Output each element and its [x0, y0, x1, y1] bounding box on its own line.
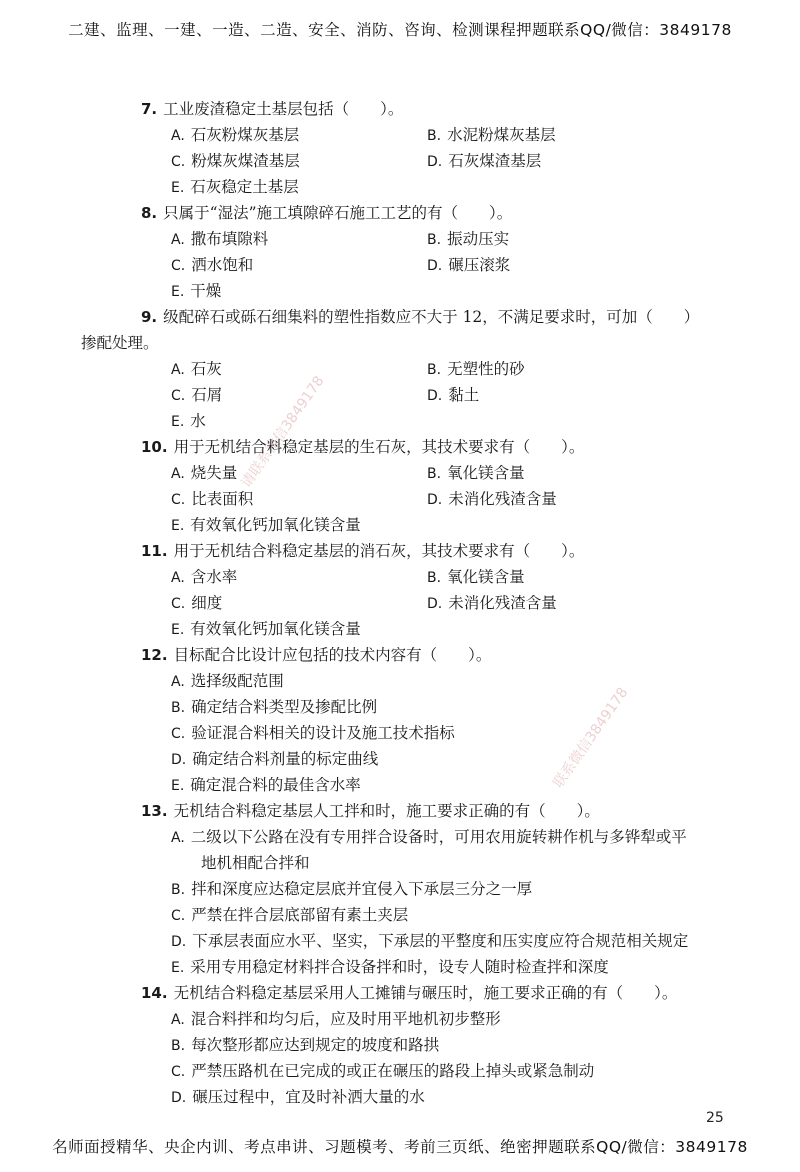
option-e: E. 确定混合料的最佳含水率	[171, 776, 361, 794]
question-number: 12.	[141, 646, 168, 664]
question-stem	[0, 200, 800, 226]
question-stem-continued: 掺配处理。	[81, 334, 159, 352]
watermark: 联系微信3849178	[550, 684, 632, 791]
question-stem	[0, 434, 800, 460]
question-9	[0, 304, 800, 434]
question-number: 13.	[141, 802, 168, 820]
question-text: 目标配合比设计应包括的技术内容有（ ）。	[173, 646, 492, 664]
option-e: E. 干燥	[171, 282, 222, 300]
option-a: A. 石灰	[171, 360, 222, 378]
option-d: D. 未消化残渣含量	[427, 490, 557, 508]
option-c: C. 严禁压路机在已完成的或正在碾压的路段上掉头或紧急制动	[171, 1062, 595, 1080]
option-a-continued: 地机相配合拌和	[201, 854, 310, 872]
question-stem	[0, 642, 800, 668]
option-a: A. 烧失量	[171, 464, 238, 482]
option-d: D. 黏土	[427, 386, 480, 404]
question-number: 7.	[141, 100, 158, 118]
header-banner: 二建、监理、一建、一造、二造、安全、消防、咨询、检测课程押题联系QQ/微信：3849178	[68, 21, 732, 39]
question-number: 14.	[141, 984, 168, 1002]
question-list	[0, 96, 800, 1106]
question-number: 8.	[141, 204, 158, 222]
option-b: B. 氧化镁含量	[427, 464, 525, 482]
option-a: A. 石灰粉煤灰基层	[171, 126, 300, 144]
page-number: 25	[706, 1110, 724, 1126]
option-e: E. 有效氧化钙加氧化镁含量	[171, 620, 361, 638]
question-text: 只属于“湿法”施工填隙碎石施工工艺的有（ ）。	[163, 204, 513, 222]
question-stem	[0, 96, 800, 122]
question-number: 9.	[141, 308, 158, 326]
option-d: D. 碾压滚浆	[427, 256, 511, 274]
option-d: D. 未消化残渣含量	[427, 594, 557, 612]
watermark: 请联系微信3849178	[238, 373, 328, 491]
option-b: B. 每次整形都应达到规定的坡度和路拱	[171, 1036, 440, 1054]
question-10	[0, 434, 800, 538]
question-text: 工业废渣稳定土基层包括（ ）。	[163, 100, 404, 118]
option-c: C. 比表面积	[171, 490, 254, 508]
option-d: D. 碾压过程中，宜及时补洒大量的水	[171, 1088, 425, 1106]
question-8	[0, 200, 800, 304]
question-number: 11.	[141, 542, 168, 560]
question-14	[0, 980, 800, 1110]
question-stem	[0, 304, 800, 330]
option-c: C. 洒水饱和	[171, 256, 254, 274]
option-a: A. 撒布填隙料	[171, 230, 269, 248]
question-stem	[0, 538, 800, 564]
option-b: B. 拌和深度应达稳定层底并宜侵入下承层三分之一厚	[171, 880, 533, 898]
option-d: D. 下承层表面应水平、坚实，下承层的平整度和压实度应符合规范相关规定	[171, 932, 689, 950]
question-text: 无机结合料稳定基层采用人工摊铺与碾压时，施工要求正确的有（ ）。	[173, 984, 678, 1002]
question-text: 用于无机结合料稳定基层的消石灰，其技术要求有（ ）。	[173, 542, 585, 560]
question-number: 10.	[141, 438, 168, 456]
option-c: C. 粉煤灰煤渣基层	[171, 152, 300, 170]
question-7	[0, 96, 800, 200]
option-d: D. 确定结合料剂量的标定曲线	[171, 750, 379, 768]
option-a: A. 含水率	[171, 568, 238, 586]
question-11	[0, 538, 800, 642]
option-e: E. 采用专用稳定材料拌合设备拌和时，设专人随时检查拌和深度	[171, 958, 609, 976]
option-d: D. 石灰煤渣基层	[427, 152, 542, 170]
option-c: C. 严禁在拌合层底部留有素土夹层	[171, 906, 409, 924]
question-text: 无机结合料稳定基层人工拌和时，施工要求正确的有（ ）。	[173, 802, 600, 820]
option-b: B. 氧化镁含量	[427, 568, 525, 586]
option-e: E. 石灰稳定土基层	[171, 178, 299, 196]
option-c: C. 石屑	[171, 386, 223, 404]
option-b: B. 无塑性的砂	[427, 360, 525, 378]
option-a: A. 二级以下公路在没有专用拌合设备时，可用农用旋转耕作机与多铧犁或平	[171, 828, 687, 846]
question-stem	[0, 798, 800, 824]
option-e: E. 水	[171, 412, 206, 430]
question-text: 用于无机结合料稳定基层的生石灰，其技术要求有（ ）。	[173, 438, 585, 456]
option-a: A. 混合料拌和均匀后，应及时用平地机初步整形	[171, 1010, 501, 1028]
option-b: B. 振动压实	[427, 230, 510, 248]
option-e: E. 有效氧化钙加氧化镁含量	[171, 516, 361, 534]
option-a: A. 选择级配范围	[171, 672, 284, 690]
question-12	[0, 642, 800, 798]
footer-banner: 名师面授精华、央企内训、考点串讲、习题模考、考前三页纸、绝密押题联系QQ/微信：3849178	[52, 1138, 748, 1156]
option-b: B. 水泥粉煤灰基层	[427, 126, 556, 144]
question-stem	[0, 980, 800, 1006]
question-text: 级配碎石或砾石细集料的塑性指数应不大于 12，不满足要求时，可加（ ）	[163, 308, 700, 326]
option-c: C. 细度	[171, 594, 223, 612]
question-13	[0, 798, 800, 980]
option-b: B. 确定结合料类型及掺配比例	[171, 698, 378, 716]
option-c: C. 验证混合料相关的设计及施工技术指标	[171, 724, 455, 742]
